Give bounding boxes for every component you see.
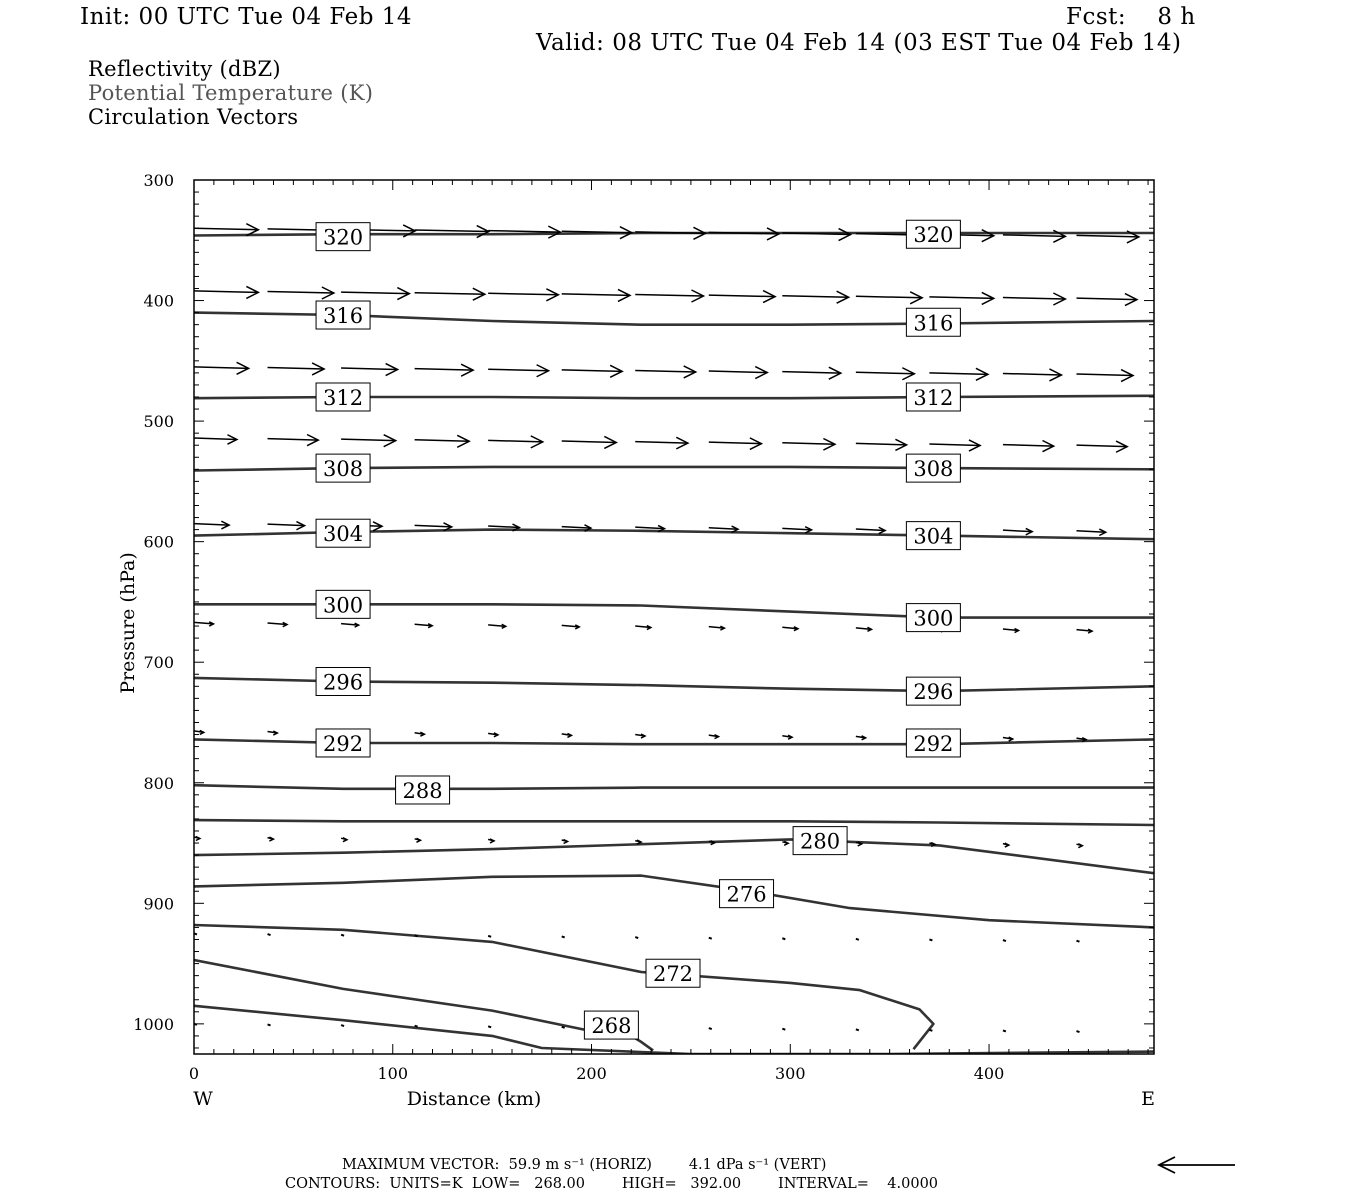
contour-label-300 <box>906 604 960 632</box>
vector-arrow <box>929 1030 932 1031</box>
vector-arrow <box>709 438 762 450</box>
vector-arrow <box>194 622 214 626</box>
y-tick-label: 300 <box>143 171 174 190</box>
vector-arrow <box>709 735 719 739</box>
vector-arrow <box>709 626 725 630</box>
vector-arrow <box>562 436 617 448</box>
contour-label-292 <box>316 729 370 757</box>
vector-arrow <box>782 229 850 241</box>
vector-arrow <box>1076 294 1136 306</box>
vector-arrow <box>1076 629 1092 633</box>
vector-arrow <box>709 367 768 379</box>
contour-label-312 <box>316 383 370 411</box>
footer-contours-info: CONTOURS: UNITS=K LOW= 268.00 HIGH= 392.00 INTERVAL= 4.0000 <box>285 1176 939 1192</box>
vector-arrow <box>341 935 344 936</box>
vector-arrow <box>341 623 359 627</box>
contour-line-288 <box>194 785 1154 789</box>
y-tick-label: 700 <box>143 653 174 673</box>
vector-arrow <box>635 366 695 378</box>
vector-arrow <box>1076 441 1127 452</box>
x-axis-title: Distance (km) <box>406 1088 542 1110</box>
svg-text:296: 296 <box>913 680 954 705</box>
legend-potential-temperature: Potential Temperature (K) <box>88 81 374 105</box>
vector-arrow <box>1003 940 1006 941</box>
vector-arrow <box>488 624 506 628</box>
vector-arrow <box>782 938 785 939</box>
vector-arrow <box>488 289 558 301</box>
vector-arrow <box>929 939 932 940</box>
vector-arrow <box>782 1029 785 1030</box>
vector-arrow <box>488 839 494 843</box>
contour-label-304 <box>906 522 960 550</box>
vector-arrow <box>1003 528 1032 534</box>
svg-text:292: 292 <box>323 731 364 756</box>
contour-label-296 <box>316 667 370 695</box>
west-label: W <box>193 1088 213 1110</box>
vector-arrow <box>782 438 835 450</box>
vector-arrow <box>1003 369 1062 381</box>
vector-arrow <box>194 362 249 374</box>
vector-arrow <box>488 365 548 377</box>
vector-arrow <box>488 226 560 238</box>
vector-arrow <box>194 730 204 734</box>
svg-text:320: 320 <box>913 223 954 248</box>
vector-arrow <box>488 1026 491 1027</box>
contour-label-280 <box>793 827 847 855</box>
vector-arrow <box>1076 370 1133 382</box>
vector-arrow <box>562 936 565 937</box>
y-tick-label: 400 <box>143 291 174 311</box>
vector-arrow <box>856 527 885 533</box>
contour-label-276 <box>720 880 774 908</box>
contour-line-264 <box>194 1006 1154 1054</box>
y-tick-label: 800 <box>143 773 174 793</box>
x-tick-label: 300 <box>774 1064 806 1083</box>
vector-arrow <box>488 733 498 737</box>
contour-label-292 <box>906 729 960 757</box>
vector-arrow <box>856 736 866 740</box>
contour-label-304 <box>316 519 370 547</box>
svg-text:320: 320 <box>323 225 364 250</box>
vector-arrow <box>415 838 421 842</box>
reference-vector <box>1159 1157 1235 1173</box>
vector-arrow <box>635 290 703 302</box>
svg-text:300: 300 <box>913 606 954 631</box>
vector-arrow <box>562 289 630 301</box>
vector-arrow <box>1003 1030 1006 1031</box>
vector-arrow <box>415 435 470 447</box>
contour-label-300 <box>316 590 370 618</box>
x-tick-label: 100 <box>377 1064 409 1083</box>
vector-arrow <box>856 939 859 940</box>
vector-arrow <box>709 291 775 303</box>
contour-label-296 <box>906 677 960 705</box>
contour-label-308 <box>906 454 960 482</box>
svg-text:304: 304 <box>323 522 364 547</box>
svg-text:288: 288 <box>402 778 443 803</box>
contour-line-272 <box>194 925 933 1049</box>
svg-text:300: 300 <box>323 593 364 618</box>
vector-arrow <box>562 733 572 737</box>
vector-arrow <box>1003 293 1065 305</box>
vector-arrow <box>562 625 580 629</box>
init-time: Init: 00 UTC Tue 04 Feb 14 <box>80 4 413 30</box>
vector-arrow <box>709 938 712 939</box>
vector-arrow <box>415 226 489 238</box>
svg-text:292: 292 <box>913 731 954 756</box>
contour-label-316 <box>316 301 370 329</box>
vector-arrow <box>562 1027 565 1028</box>
vector-arrow <box>856 439 907 450</box>
vector-arrow <box>709 1028 712 1029</box>
vector-arrow <box>268 1024 271 1025</box>
vector-arrow <box>782 367 841 379</box>
vector-arrow <box>415 935 418 936</box>
contour-label-288 <box>396 776 450 804</box>
circulation-vectors <box>194 224 1139 1032</box>
vector-arrow <box>1003 629 1019 633</box>
vector-arrow <box>635 937 638 938</box>
vector-arrow <box>856 627 872 631</box>
vector-arrow <box>341 364 398 376</box>
vector-arrow <box>856 1029 859 1030</box>
vector-arrow <box>782 735 792 739</box>
theta-contours <box>194 233 1154 1054</box>
vector-arrow <box>194 435 237 444</box>
vector-arrow <box>562 840 568 844</box>
svg-text:304: 304 <box>913 524 954 549</box>
vector-arrow <box>194 286 258 298</box>
vector-arrow <box>488 936 491 937</box>
contour-label-308 <box>316 454 370 482</box>
svg-text:268: 268 <box>591 1014 632 1039</box>
vector-arrow <box>268 435 319 446</box>
vector-arrow <box>1003 843 1009 847</box>
vector-arrow <box>929 292 993 304</box>
vector-arrow <box>635 734 645 738</box>
svg-text:308: 308 <box>913 457 954 482</box>
vector-arrow <box>635 626 651 630</box>
vector-arrow <box>268 837 274 841</box>
axis-text <box>117 171 1155 1110</box>
vector-arrow <box>1076 529 1105 535</box>
vector-arrow <box>782 841 788 845</box>
vector-arrow <box>856 292 922 304</box>
vector-arrow <box>194 837 200 841</box>
vector-arrow <box>929 440 980 451</box>
legend-circulation-vectors: Circulation Vectors <box>88 105 299 129</box>
contour-label-268 <box>584 1011 638 1039</box>
vector-arrow <box>268 934 271 935</box>
vector-arrow <box>415 364 474 376</box>
contour-line-280 <box>194 839 1154 873</box>
vector-arrow <box>415 732 425 736</box>
vector-arrow <box>415 624 433 628</box>
vector-arrow <box>782 627 798 631</box>
vector-arrow <box>1076 941 1079 942</box>
vector-arrow <box>856 368 915 380</box>
vector-arrow <box>341 435 396 447</box>
y-tick-label: 900 <box>143 894 174 914</box>
svg-text:316: 316 <box>913 311 954 336</box>
x-tick-label: 400 <box>973 1064 1005 1083</box>
vector-arrow <box>635 437 688 449</box>
svg-text:272: 272 <box>652 962 694 987</box>
east-label: E <box>1141 1088 1155 1110</box>
svg-text:280: 280 <box>800 829 841 854</box>
svg-text:276: 276 <box>726 882 767 907</box>
vector-arrow <box>1076 844 1082 848</box>
forecast-hour: Fcst: 8 h <box>1066 4 1196 30</box>
vector-arrow <box>1076 1031 1079 1032</box>
y-tick-label: 500 <box>143 412 174 432</box>
svg-text:308: 308 <box>323 457 364 482</box>
contour-label-320 <box>316 223 370 251</box>
vector-arrow <box>415 1026 418 1027</box>
contour-labels <box>316 220 960 1039</box>
vector-arrow <box>341 288 409 300</box>
x-tick-label: 0 <box>188 1064 200 1083</box>
svg-text:316: 316 <box>323 304 364 329</box>
contour-label-272 <box>646 959 700 987</box>
contour-label-320 <box>906 220 960 248</box>
vector-arrow <box>488 436 543 448</box>
x-tick-label: 200 <box>576 1064 607 1083</box>
contour-label-316 <box>906 308 960 336</box>
contour-line-276 <box>194 876 1154 928</box>
svg-text:312: 312 <box>913 385 954 410</box>
footer-max-vector: MAXIMUM VECTOR: 59.9 m s⁻¹ (HORIZ) 4.1 dPa s⁻¹ (VERT) <box>342 1157 827 1173</box>
y-tick-label: 600 <box>143 532 174 552</box>
vector-arrow <box>782 291 848 303</box>
svg-text:296: 296 <box>323 670 364 695</box>
y-tick-label: 1000 <box>133 1014 174 1034</box>
vector-arrow <box>268 622 288 626</box>
valid-time: Valid: 08 UTC Tue 04 Feb 14 (03 EST Tue 04 Feb 14) <box>536 30 1182 56</box>
y-axis-title: Pressure (hPa) <box>117 552 139 694</box>
svg-text:312: 312 <box>323 385 364 410</box>
legend-reflectivity: Reflectivity (dBZ) <box>88 57 281 81</box>
vector-arrow <box>268 287 334 299</box>
vector-arrow <box>929 368 988 380</box>
vector-arrow <box>268 522 305 530</box>
contour-label-312 <box>906 383 960 411</box>
vector-arrow <box>1003 737 1013 741</box>
vector-arrow <box>194 521 229 529</box>
vector-arrow <box>341 838 347 842</box>
vector-arrow <box>268 731 278 735</box>
vector-arrow <box>341 1025 344 1026</box>
vector-arrow <box>415 288 485 300</box>
contour-line-284 <box>194 820 1154 825</box>
vector-arrow <box>1003 441 1054 452</box>
vector-arrow <box>268 363 325 375</box>
vector-arrow <box>562 365 622 377</box>
